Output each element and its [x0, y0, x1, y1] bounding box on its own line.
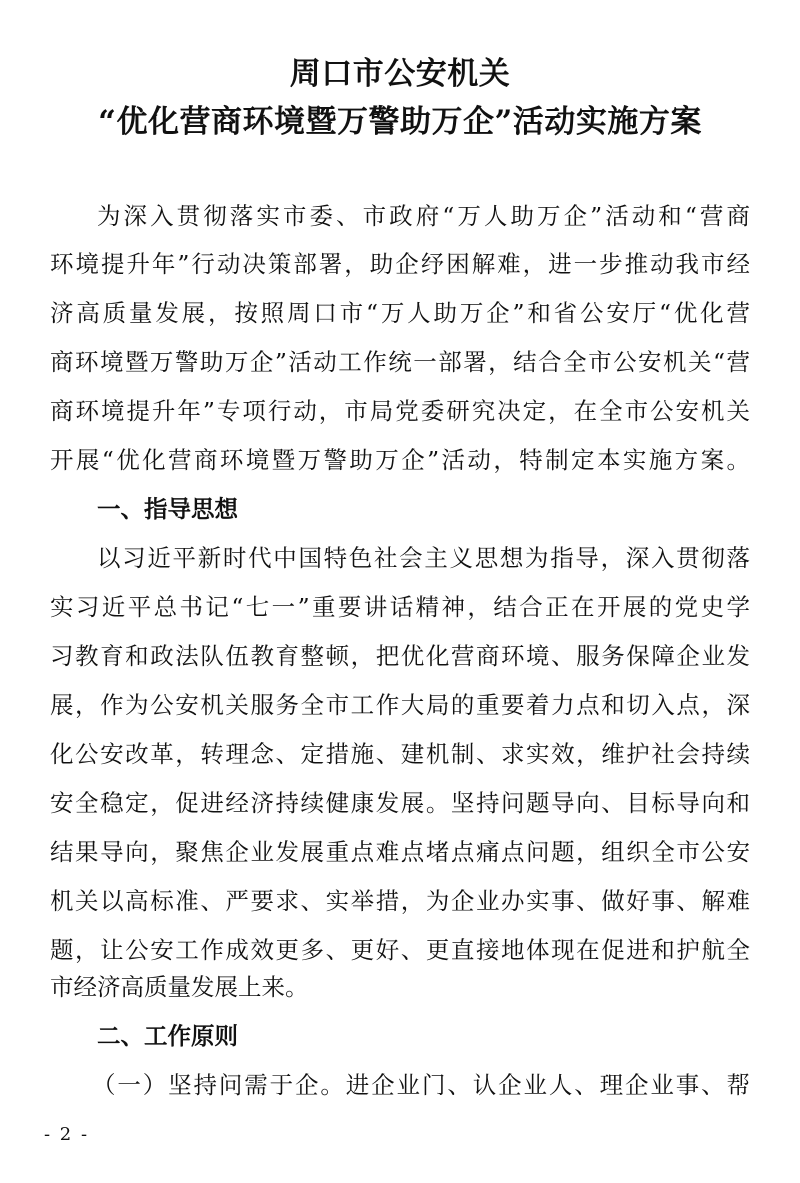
intro-line: 环境提升年”行动决策部署，助企纾困解难，进一步推动我市经	[50, 250, 750, 278]
section1-line: 习教育和政法队伍教育整顿，把优化营商环境、服务保障企业发	[50, 642, 750, 670]
section1-line: 结果导向，聚焦企业发展重点难点堵点痛点问题，组织全市公安	[50, 838, 750, 866]
page-number: - 2 -	[44, 1124, 90, 1145]
document-title-line-2: “优化营商环境暨万警助万企”活动实施方案	[98, 104, 702, 140]
document-title-line-1: 周口市公安机关	[289, 56, 511, 92]
section1-line: 题，让公安工作成效更多、更好、更直接地体现在促进和护航全	[50, 936, 750, 964]
section1-line: 以习近平新时代中国特色社会主义思想为指导，深入贯彻落	[97, 544, 750, 572]
section-heading-work-principles: 二、工作原则	[97, 1022, 238, 1050]
intro-line: 济高质量发展，按照周口市“万人助万企”和省公安厅“优化营	[50, 299, 750, 327]
intro-line: 为深入贯彻落实市委、市政府“万人助万企”活动和“营商	[97, 202, 750, 230]
section-heading-guiding-ideology: 一、指导思想	[97, 495, 238, 523]
section1-line: 机关以高标准、严要求、实举措，为企业办实事、做好事、解难	[50, 887, 750, 915]
intro-line: 开展“优化营商环境暨万警助万企”活动，特制定本实施方案。	[50, 446, 750, 474]
intro-line: 商环境提升年”专项行动，市局党委研究决定，在全市公安机关	[50, 397, 750, 425]
section1-line: 实习近平总书记“七一”重要讲话精神，结合正在开展的党史学	[50, 593, 750, 621]
section2-line: （一）坚持问需于企。进企业门、认企业人、理企业事、帮	[92, 1071, 750, 1099]
intro-line: 商环境暨万警助万企”活动工作统一部署，结合全市公安机关“营	[50, 348, 750, 376]
section1-line: 展，作为公安机关服务全市工作大局的重要着力点和切入点，深	[50, 691, 750, 719]
section1-line: 安全稳定，促进经济持续健康发展。坚持问题导向、目标导向和	[50, 789, 750, 817]
section1-line: 化公安改革，转理念、定措施、建机制、求实效，维护社会持续	[50, 740, 750, 768]
section1-line: 市经济高质量发展上来。	[50, 973, 309, 1001]
